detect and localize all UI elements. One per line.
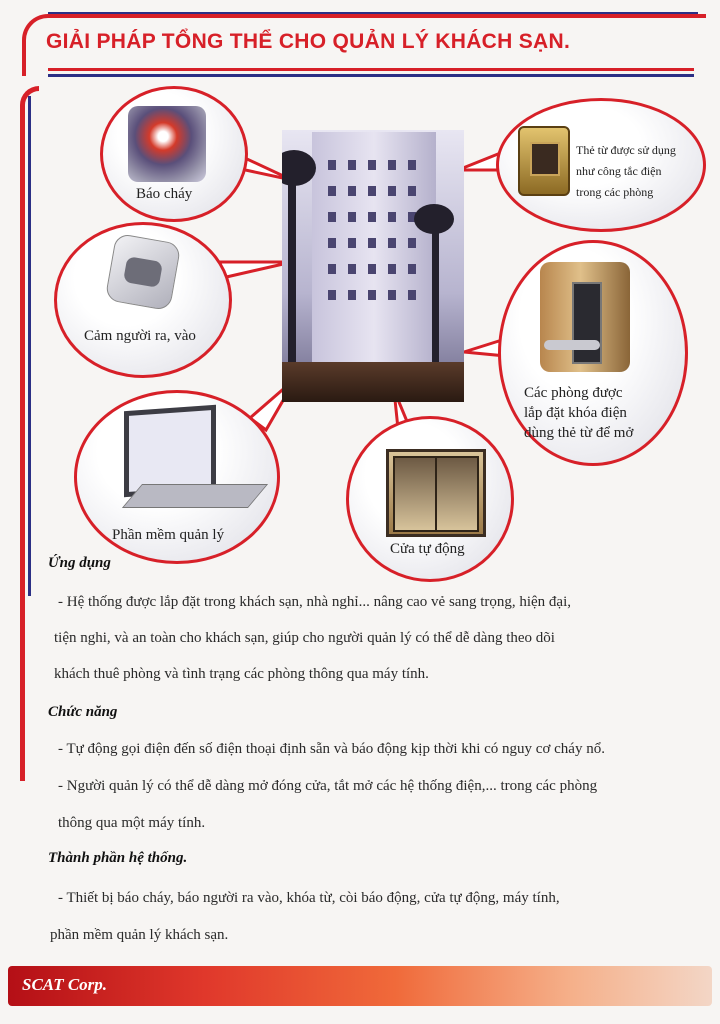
card-lock-line-2: lắp đặt khóa điện: [524, 405, 627, 421]
paragraph-line: phần mềm quản lý khách sạn.: [50, 927, 229, 943]
door-lock-image: [540, 262, 630, 372]
fire-alarm-label: Báo cháy: [136, 186, 193, 202]
laptop-base-image: [122, 484, 268, 508]
sensor-lens: [123, 256, 163, 288]
palm-tree-left: [288, 170, 296, 370]
key-card-label: [576, 140, 676, 203]
key-card-switch-image: [518, 126, 570, 196]
key-card-line-3: trong các phòng: [576, 185, 654, 199]
motion-sensor-label: Cảm người ra, vào: [84, 328, 196, 344]
section-heading-function: Chức năng: [48, 704, 118, 720]
paragraph-line: tiện nghi, và an toàn cho khách sạn, giúp cho người quản lý có thể dễ dàng theo dõi: [54, 630, 555, 646]
company-name: SCAT Corp.: [22, 975, 108, 994]
paragraph-line: khách thuê phòng và tình trạng các phòng thông qua máy tính.: [54, 666, 429, 682]
lock-handle: [544, 340, 600, 350]
hotel-building-photo: [282, 130, 464, 402]
auto-door-label: Cửa tự động: [390, 541, 465, 557]
building-ground: [282, 362, 464, 402]
lock-plate: [572, 282, 602, 364]
section-heading-application: Ứng dụng: [48, 555, 111, 571]
paragraph-line: - Tự động gọi điện đến số điện thoại định sẵn và báo động kịp thời khi có nguy cơ cháy nổ.: [58, 741, 605, 757]
section-heading-components: Thành phần hệ thống.: [48, 850, 188, 866]
paragraph-line: thông qua một máy tính.: [58, 815, 206, 831]
palm-tree-right: [432, 220, 439, 370]
door-left-panel: [393, 456, 437, 532]
card-lock-label: [524, 383, 633, 443]
motion-sensor-image: [105, 233, 182, 311]
smoke-detector-image: [128, 106, 206, 182]
card-lock-line-1: Các phòng được: [524, 385, 623, 401]
paragraph-line: - Người quản lý có thể dễ dàng mở đóng cửa, tắt mở các hệ thống điện,... trong các phòng: [58, 778, 598, 794]
door-right-panel: [435, 456, 479, 532]
key-card-line-2: như công tắc điện: [576, 164, 662, 178]
automatic-door-image: [386, 449, 486, 537]
page-title: GIẢI PHÁP TỔNG THỂ CHO QUẢN LÝ KHÁCH SẠN.: [46, 30, 571, 53]
card-lock-line-3: dùng thẻ từ để mở: [524, 425, 634, 441]
footer-bar: [8, 966, 712, 1006]
paragraph-line: - Thiết bị báo cháy, báo người ra vào, khóa từ, còi báo động, cửa tự động, máy tính,: [58, 890, 560, 906]
key-card-line-1: Thẻ từ được sử dụng: [576, 143, 676, 157]
software-label: Phần mềm quản lý: [112, 527, 225, 543]
paragraph-line: - Hệ thống được lắp đặt trong khách sạn, nhà nghỉ... nâng cao vẻ sang trọng, hiện đại,: [58, 594, 572, 610]
key-card-slot: [530, 142, 560, 176]
